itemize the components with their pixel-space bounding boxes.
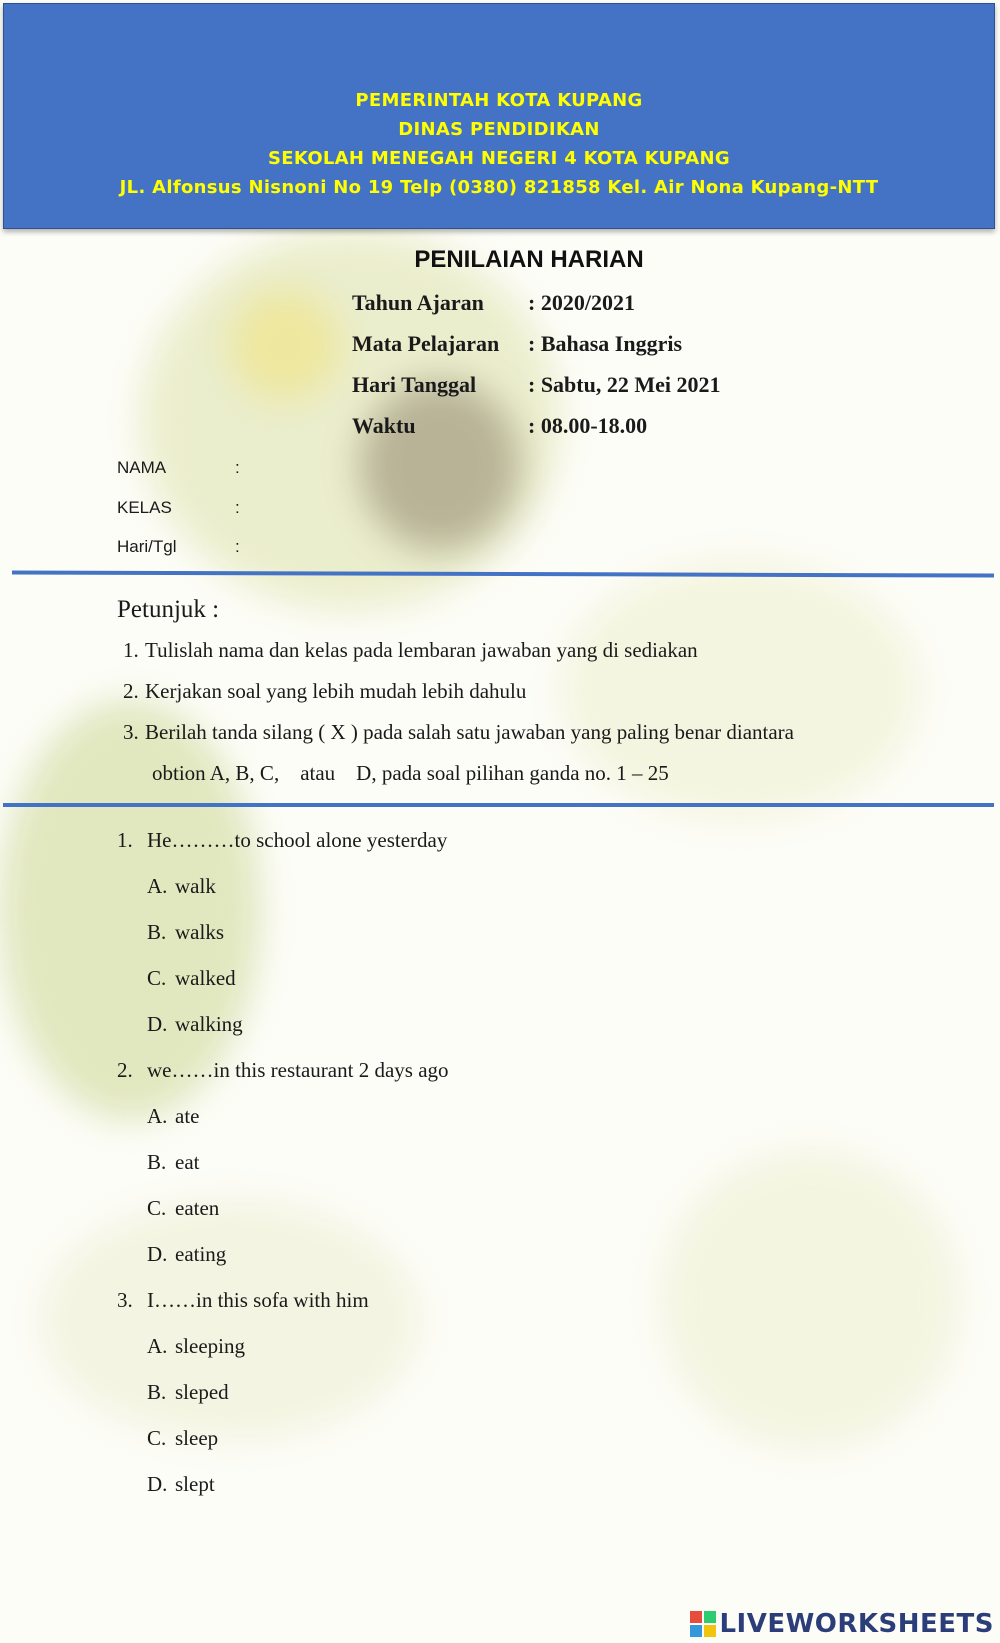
meta-value: : Bahasa Inggris	[528, 331, 683, 356]
question-text: I……in this sofa with him	[147, 1288, 369, 1312]
answer-option[interactable]	[117, 920, 449, 966]
meta-row	[352, 331, 721, 372]
ident-row-kelas[interactable]	[117, 498, 240, 538]
student-identity	[117, 458, 240, 577]
option-letter: C.	[147, 966, 167, 990]
option-text: walks	[175, 920, 224, 944]
option-text: eaten	[175, 1196, 220, 1220]
option-letter: C.	[147, 1426, 167, 1450]
answer-option[interactable]	[117, 1426, 449, 1472]
option-text: sleep	[175, 1426, 219, 1450]
option-letter: A.	[147, 874, 168, 898]
instruction-number: 3.	[123, 720, 139, 744]
option-letter: B.	[147, 920, 167, 944]
question-number: 2.	[117, 1058, 133, 1082]
option-letter: A.	[147, 1104, 168, 1128]
ident-row-nama[interactable]	[117, 458, 240, 498]
option-text: eating	[175, 1242, 227, 1266]
ident-label: NAMA	[117, 458, 167, 477]
answer-option[interactable]	[117, 1334, 449, 1380]
option-letter: B.	[147, 1380, 167, 1404]
option-letter: A.	[147, 1334, 168, 1358]
instruction-item	[123, 679, 794, 720]
meta-row	[352, 290, 721, 331]
option-text: sleeping	[175, 1334, 245, 1358]
school-header	[3, 3, 995, 229]
option-letter: B.	[147, 1150, 167, 1174]
meta-label: Waktu	[352, 413, 416, 438]
answer-option[interactable]	[117, 966, 449, 1012]
divider-bottom	[3, 803, 994, 807]
option-text: sleped	[175, 1380, 229, 1404]
instruction-text: Tulislah nama dan kelas pada lembaran jawaban yang di sediakan	[145, 638, 698, 662]
answer-option[interactable]	[117, 874, 449, 920]
instruction-text: Berilah tanda silang ( X ) pada salah satu jawaban yang paling benar diantara	[145, 720, 795, 744]
option-letter: D.	[147, 1242, 168, 1266]
option-letter: D.	[147, 1472, 168, 1496]
meta-value: : 2020/2021	[528, 290, 635, 315]
question-number: 3.	[117, 1288, 133, 1312]
instruction-item	[123, 638, 794, 679]
question-text: He………to school alone yesterday	[147, 828, 448, 852]
exam-meta	[352, 290, 721, 454]
option-text: ate	[175, 1104, 200, 1128]
ident-colon: :	[235, 497, 240, 517]
option-letter: D.	[147, 1012, 168, 1036]
question-list	[117, 828, 449, 1518]
instructions-title: Petunjuk :	[117, 596, 220, 623]
meta-row	[352, 413, 721, 454]
ident-colon: :	[235, 537, 240, 556]
page-title: PENILAIAN HARIAN	[414, 246, 644, 273]
question	[117, 1058, 449, 1288]
instruction-continuation	[123, 761, 794, 802]
instructions-list	[123, 638, 794, 802]
instruction-text: obtion A, B, C, atau D, pada soal pilihan ganda no. 1 – 25	[152, 761, 669, 785]
question	[117, 1288, 449, 1518]
answer-option[interactable]	[117, 1196, 449, 1242]
option-text: walk	[175, 874, 216, 898]
header-address: JL. Alfonsus Nisnoni No 19 Telp (0380) 821858 Kel. Air Nona Kupang-NTT	[119, 177, 879, 198]
header-line-3: SEKOLAH MENEGAH NEGERI 4 KOTA KUPANG	[268, 148, 730, 169]
answer-option[interactable]	[117, 1150, 449, 1196]
option-text: slept	[175, 1472, 215, 1496]
instruction-item	[123, 720, 794, 761]
meta-row	[352, 372, 721, 413]
watermark-text: LIVEWORKSHEETS	[719, 1609, 994, 1639]
question-stem	[117, 828, 449, 874]
ident-label: Hari/Tgl	[117, 537, 177, 556]
header-line-1: PEMERINTAH KOTA KUPANG	[355, 90, 643, 111]
liveworksheets-watermark	[690, 1609, 994, 1639]
ident-colon: :	[235, 458, 240, 477]
ident-label: KELAS	[117, 497, 172, 517]
instruction-text: Kerjakan soal yang lebih mudah lebih dahulu	[145, 679, 527, 703]
header-line-2: DINAS PENDIDIKAN	[398, 119, 600, 140]
option-text: walking	[175, 1012, 243, 1036]
meta-label: Mata Pelajaran	[352, 331, 500, 356]
option-text: walked	[175, 966, 236, 990]
meta-value: : Sabtu, 22 Mei 2021	[528, 372, 721, 397]
answer-option[interactable]	[117, 1012, 449, 1058]
option-letter: C.	[147, 1196, 167, 1220]
instruction-number: 2.	[123, 679, 139, 703]
question-number: 1.	[117, 828, 133, 852]
meta-value: : 08.00-18.00	[528, 413, 648, 438]
question-stem	[117, 1288, 449, 1334]
answer-option[interactable]	[117, 1104, 449, 1150]
liveworksheets-logo-icon	[690, 1611, 716, 1637]
question-stem	[117, 1058, 449, 1104]
meta-label: Tahun Ajaran	[352, 290, 484, 315]
answer-option[interactable]	[117, 1242, 449, 1288]
answer-option[interactable]	[117, 1380, 449, 1426]
answer-option[interactable]	[117, 1472, 449, 1518]
meta-label: Hari Tanggal	[352, 372, 477, 397]
instruction-number: 1.	[123, 638, 139, 662]
option-text: eat	[175, 1150, 200, 1174]
question	[117, 828, 449, 1058]
question-text: we……in this restaurant 2 days ago	[147, 1058, 449, 1082]
